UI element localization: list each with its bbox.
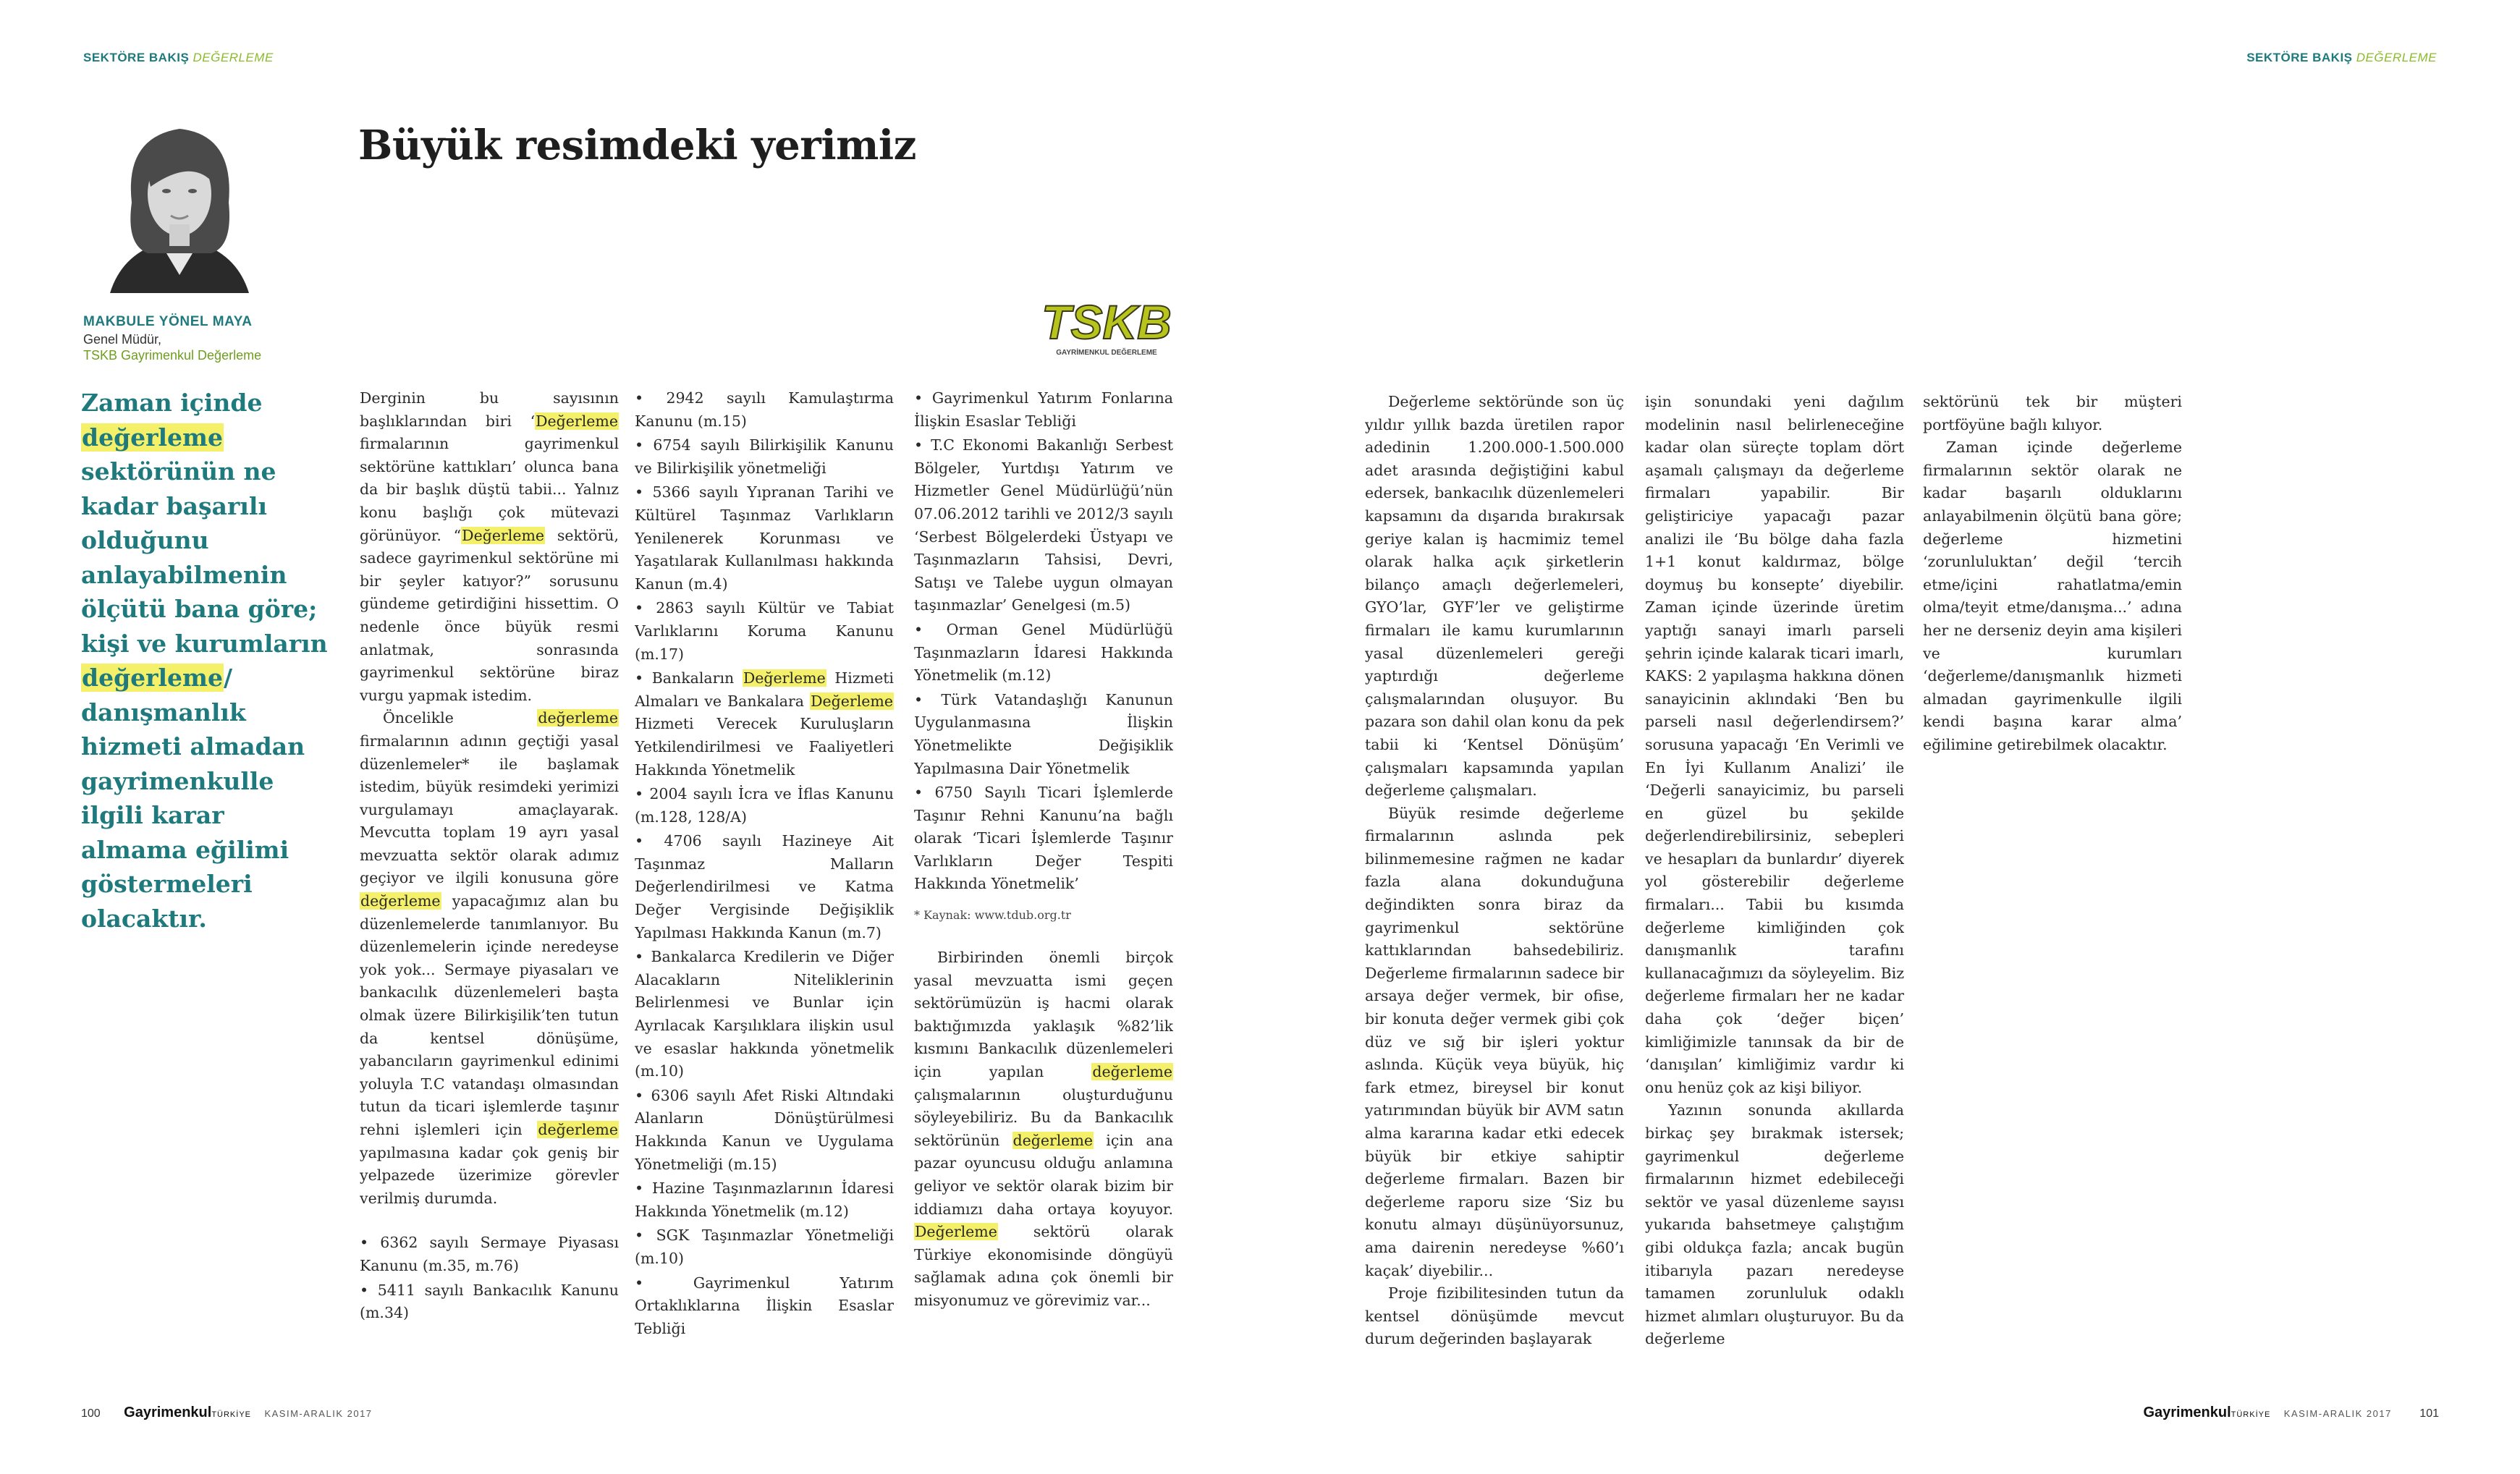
paragraph: Değerleme sektöründe son üç yıldır yıllık bazda üretilen rapor adedinin 1.200.000-1.500.000 adet arasında değiştiğini kabul edersek, bankacılık düzenlemeleri kapsamını da dışarıda bırakırsak geriye kalan iş hacmimiz temel olarak halka açık şirketlerin bilanço amaçlı değerlemeleri, GYO’lar, GYF’ler ve geliştirme firmaları ile kamu kurumlarının yasal düzenlemeleri gereği yaptırdığı değerleme çalışmalarından oluşuyor. Bu pazara son dahil olan konu da pek tabii ki ‘Kentsel Dönüşüm’ çalışmaları kapsamında yapılan değerleme çalışmaları. xyxy=(1365,393,1624,800)
author-name: MAKBULE YÖNEL MAYA xyxy=(83,314,253,329)
list-item: • Bankalarca Kredilerin ve Diğer Alacakların Niteliklerinin Belirlenmesi ve Bunlar için Ayrılacak Karşılıklara ilişkin usul ve esaslar hakkında yönetmelik (m.10) xyxy=(635,946,894,1083)
paragraph: Derginin bu sayısının başlıklarından biri ‘Değerleme firmalarının gayrimenkul sektörüne kattıkları’ olunca bana da bir başlık düştü tabii... Yalnız konu başlığı çok mütevazi görünüyor. “Değerleme sektörü, sadece gayrimenkul sektörüne mi bir şeyler katıyor?” sorusunu gündeme getirdiğini hissettim. O nedenle önce büyük resmi anlatmak, sonrasında gayrimenkul sektörüne biraz vurgu yapmak istedim. xyxy=(360,389,619,704)
paragraph: Proje fizibilitesinden tutun da kentsel dönüşümde mevcut durum değerinden başlayarak xyxy=(1365,1284,1624,1348)
list-item: • 6362 sayılı Sermaye Piyasası Kanunu (m.35, m.76) xyxy=(360,1232,619,1277)
author-role: Genel Müdür, xyxy=(83,332,162,347)
magazine-name: GayrimenkulTÜRKİYE xyxy=(2143,1405,2271,1420)
paragraph: Yazının sonunda akıllarda birkaç şey bırakmak istersek; gayrimenkul değerleme firmalarının hizmet edebileceği sektör ve yasal düzenleme sayısı yukarıda bahsetmeye çalıştığım gibi oldukça fazla; ancak bugün itibarıyla pazarı neredeyse tamamen zorunluluk odaklı hizmet alımları oluşturuyor. Bu da değerleme xyxy=(1645,1101,1904,1348)
list-item: • 6754 sayılı Bilirkişilik Kanunu ve Bilirkişilik yönetmeliği xyxy=(635,434,894,480)
article-column-6 xyxy=(1923,391,2182,1389)
section-tag-left xyxy=(83,51,274,65)
list-item: • 4706 sayılı Hazineye Ait Taşınmaz Malların Değerlendirilmesi ve Katma Değer Vergisinde Değişiklik Yapılması Hakkında Kanun (m.7) xyxy=(635,830,894,944)
list-item: • 2863 sayılı Kültür ve Tabiat Varlıklarını Koruma Kanunu (m.17) xyxy=(635,597,894,666)
author-org: TSKB Gayrimenkul Değerleme xyxy=(83,348,262,363)
paragraph: sektörünü tek bir müşteri portföyüne bağlı kılıyor. xyxy=(1923,393,2182,433)
list-item: • 2004 sayılı İcra ve İflas Kanunu (m.128, 128/A) xyxy=(635,783,894,829)
footer-left xyxy=(81,1405,383,1421)
list-item: • 5366 sayılı Yıpranan Tarihi ve Kültürel Taşınmaz Varlıkların Yenilenerek Korunması ve Yaşatılarak Kullanılması hakkında Kanun (m.4) xyxy=(635,481,894,596)
article-column-3 xyxy=(914,387,1173,1386)
list-item: • 6306 sayılı Afet Riski Altındaki Alanların Dönüştürülmesi Hakkında Kanun ve Uygulama Yönetmeliği (m.15) xyxy=(635,1085,894,1176)
article-column-4 xyxy=(1365,391,1624,1389)
pull-quote: Zaman içinde değerleme sektörünün ne kadar başarılı olduğunu anlayabilmenin ölçütü bana göre; kişi ve kurumların değerleme/ danışmanlık hizmeti almadan gayrimenkulle ilgili karar almama eğilimi göstermeleri olacaktır. xyxy=(81,389,328,933)
list-item: • Bankaların Değerleme Hizmeti Almaları ve Bankalara Değerleme Hizmeti Verecek Kuruluşların Yetkilendirilmesi ve Faaliyetleri Hakkında Yönetmelik xyxy=(635,667,894,782)
page-number: 101 xyxy=(2419,1407,2439,1420)
paragraph: Zaman içinde değerleme firmalarının sektör olarak ne kadar başarılı olduklarını anlayabilmenin ölçütü bana göre; değerleme hizmetini ‘zorunluluktan’ değil ‘tercih etme/içini rahatlatma/emin olma/teyit etme/danışma...’ adına her ne derseniz deyin ama kişileri ve kurumları ‘değerleme/danışmanlık hizmeti almadan gayrimenkulle ilgili kendi başına karar alma’ eğilimine getirebilmek olacaktır. xyxy=(1923,439,2182,753)
list-item: • Türk Vatandaşlığı Kanunun Uygulanmasına İlişkin Yönetmelikte Değişiklik Yapılmasına Dair Yönetmelik xyxy=(914,689,1173,780)
list-item: • T.C Ekonomi Bakanlığı Serbest Bölgeler, Yurtdışı Yatırım ve Hizmetler Genel Müdürlüğü’nün 07.06.2012 tarihli ve 2012/3 sayılı ‘Serbest Bölgelerdeki Üstyapı ve Taşınmazların Tahsisi, Devri, Satışı ve Talebe uygun olmayan taşınmazlar’ Genelgesi (m.5) xyxy=(914,434,1173,617)
list-item: • Orman Genel Müdürlüğü Taşınmazların İdaresi Hakkında Yönetmelik (m.12) xyxy=(914,619,1173,687)
page-number: 100 xyxy=(81,1407,101,1420)
logo-brand: TSKB xyxy=(1041,295,1172,349)
source-note: * Kaynak: www.tdub.org.tr xyxy=(914,908,1071,923)
list-item: • Hazine Taşınmazlarının İdaresi Hakkında Yönetmelik (m.12) xyxy=(635,1177,894,1223)
list-item: • SGK Taşınmazlar Yönetmeliği (m.10) xyxy=(635,1224,894,1270)
list-item: • 2942 sayılı Kamulaştırma Kanunu (m.15) xyxy=(635,387,894,433)
author-photo xyxy=(81,109,278,293)
section-accent: DEĞERLEME xyxy=(2356,51,2437,64)
issue-date: KASIM-ARALIK 2017 xyxy=(264,1408,373,1419)
section-label: SEKTÖRE BAKIŞ xyxy=(83,51,190,64)
article-column-1 xyxy=(360,387,619,1386)
list-item: • 6750 Sayılı Ticari İşlemlerde Taşınır Rehni Kanunu’na bağlı olarak ‘Ticari İşlemlerde Taşınır Varlıkların Değer Tespiti Hakkında Yönetmelik’ xyxy=(914,782,1173,896)
paragraph: Birbirinden önemli birçok yasal mevzuatta ismi geçen sektörümüzün iş hacmi olarak baktığımızda yaklaşık %82’lik kısmını Bankacılık düzenlemeleri için yapılan değerleme çalışmalarının oluşturduğunu söyleyebiliriz. Bu da Bankacılık sektörünün değerleme için ana pazar oyuncusu olduğu anlamına geliyor ve sektör olarak bizim bir iddiamızı daha ortaya koyuyor. Değerleme sektörü olarak Türkiye ekonomisinde döngüyü sağlamak adına çok önemli bir misyonumuz ve görevimiz var... xyxy=(914,949,1173,1309)
magazine-name: GayrimenkulTÜRKİYE xyxy=(124,1405,252,1420)
article-title: Büyük resimdeki yerimiz xyxy=(358,122,916,169)
section-accent: DEĞERLEME xyxy=(193,51,274,64)
paragraph: Büyük resimde değerleme firmalarının aslında pek bilinmemesine rağmen ne kadar fazla alana dokunduğuna değindikten sonra biraz da gayrimenkul sektörüne kattıklarından bahsedebiliriz. Değerleme firmalarının sadece bir arsaya değer vermek, bir ofise, bir konuta değer vermek gibi çok düz ve sığ bir işleri yoktur aslında. Küçük veya büyük, hiç fark etmez, bireysel bir konut yatırımından büyük bir AVM satın alma kararına kadar etki edecek büyük bir etkiye sahiptir değerleme firmaları. Bazen bir değerleme raporu size ‘Siz bu konutu almayı düşünüyorsunuz, ama dairenin neredeyse %60’ı kaçak’ diyebilir... xyxy=(1365,804,1624,1279)
issue-date: KASIM-ARALIK 2017 xyxy=(2283,1408,2392,1419)
list-item: • Gayrimenkul Yatırım Fonlarına İlişkin Esaslar Tebliği xyxy=(914,387,1173,433)
footer-right xyxy=(2143,1405,2439,1421)
list-item: • 5411 sayılı Bankacılık Kanunu (m.34) xyxy=(360,1279,619,1325)
logo-subtitle: GAYRİMENKUL DEĞERLEME xyxy=(1056,349,1157,357)
article-column-2 xyxy=(635,387,894,1386)
section-tag-right xyxy=(2246,51,2437,65)
tskb-logo-icon xyxy=(1041,291,1172,363)
author-block xyxy=(83,314,322,363)
list-item: • Gayrimenkul Yatırım Ortaklıklarına İlişkin Esaslar Tebliği xyxy=(635,1272,894,1341)
paragraph: işin sonundaki yeni dağılım modelinin nasıl belirleneceğine kadar olan süreçte toplam dört aşamalı çalışmayı da değerleme firmaları yapabilir. Bir geliştiriciye yapacağı pazar analizi ile ‘Bu bölge daha fazla 1+1 konut kaldırmaz, bölge doymuş bu konsepte’ diyebilir. Zaman içinde üzerinde üretim yaptığı sanayi imarlı parseli şehrin içinde kalarak ticari imarlı, KAKS: 2 yapılaşma hakkına dönen sanayicinin aklındaki ‘Ben bu parseli nasıl değerlendirsem?’ sorusuna yapacağı ‘En Verimli ve En İyi Kullanım Analizi’ ile ‘Değerli sanayicimiz, bu parseli en güzel bu şekilde değerlendirebilirsiniz, sebepleri ve hesapları da bunlardır’ diyerek yol gösterebilir değerleme firmaları... Tabii bu kısımda değerleme kimliğinden çok danışmanlık tarafını kullanacağımızı da söyleyelim. Biz değerleme firmaları her ne kadar daha çok ‘değer biçen’ kimliğimizle tanınsak da bir de ‘danışılan’ kimliğimiz vardır ki onu henüz çok az kişi biliyor. xyxy=(1645,393,1904,1096)
article-column-5 xyxy=(1645,391,1904,1389)
paragraph: Öncelikle değerleme firmalarının adının geçtiği yasal düzenlemeler* ile başlamak istedim, büyük resimdeki yerimizi vurgulamayı amaçlayarak. Mevcutta toplam 19 ayrı yasal mevzuatta sektör olarak adımız geçiyor ve ilgili konusuna göre değerleme yapacağımız alan bu düzenlemelerde tanımlanıyor. Bu düzenlemelerin içinde neredeyse yok yok... Sermaye piyasaları ve bankacılık düzenlemeleri başta olmak üzere Bilirkişilik’ten tutun da kentsel dönüşüme, yabancıların gayrimenkul edinimi yoluyla T.C vatandaşı olmasından tutun da ticari işlemlerde taşınır rehni işlemleri için değerleme yapılmasına kadar çok geniş bir yelpazede üzerimize görevler verilmiş durumda. xyxy=(360,709,619,1207)
section-label: SEKTÖRE BAKIŞ xyxy=(2246,51,2353,64)
